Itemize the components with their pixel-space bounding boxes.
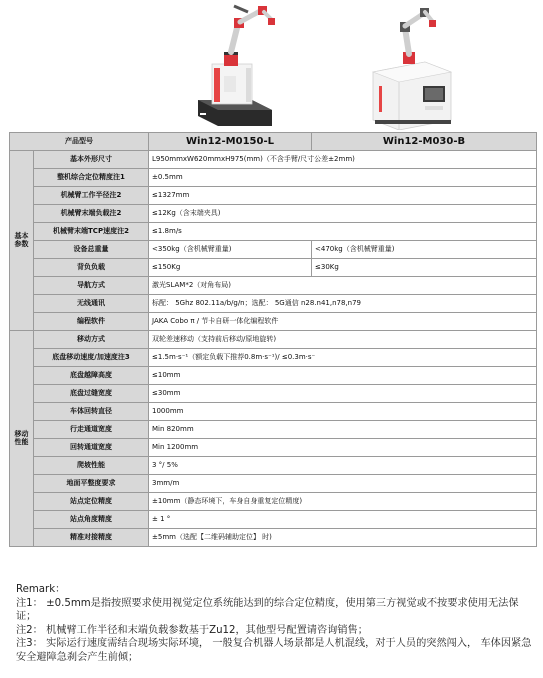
row-label: 整机综合定位精度注1	[34, 169, 149, 187]
row-value-model-2: ≤30Kg	[312, 259, 537, 277]
category-mobility: 移动性能	[10, 331, 34, 547]
row-value-model-2: <470kg（含机械臂重量)	[312, 241, 537, 259]
table-row	[10, 295, 537, 313]
table-row	[10, 169, 537, 187]
row-value: 3mm/m	[149, 475, 537, 493]
row-value: ≤1327mm	[149, 187, 537, 205]
row-value: 激光SLAM*2（对角布局)	[149, 277, 537, 295]
row-value: ≤12Kg（含末端夹具)	[149, 205, 537, 223]
row-value: 双轮差速移动（支持前后移动/原地旋转)	[149, 331, 537, 349]
mobile-manipulator-red-arm-icon	[190, 2, 280, 130]
row-value: 1000mm	[149, 403, 537, 421]
row-label: 基本外形尺寸	[34, 151, 149, 169]
row-value: ±10mm（静态环境下，车身自身重复定位精度)	[149, 493, 537, 511]
remark-note-3: 注3： 实际运行速度需结合现场实际环境， 一般复合机器人场景都是人机混线，对于人员的突然闯入， 车体因紧急安全避障急刹会产生前倾；	[16, 638, 532, 663]
row-label: 导航方式	[34, 277, 149, 295]
row-value: ≤1.8m/s	[149, 223, 537, 241]
table-row	[10, 511, 537, 529]
table-row	[10, 421, 537, 439]
table-row	[10, 187, 537, 205]
row-label: 爬坡性能	[34, 457, 149, 475]
row-label: 站点定位精度	[34, 493, 149, 511]
row-label: 无线通讯	[34, 295, 149, 313]
row-value: ≤30mm	[149, 385, 537, 403]
row-value: L950mmxW620mmxH975(mm)（不含手臂/尺寸公差±2mm)	[149, 151, 537, 169]
row-value: ≤1.5m·s⁻¹（额定负载下推荐0.8m·s⁻¹)/ ≤0.3m·s⁻	[149, 349, 537, 367]
row-label: 背负负载	[34, 259, 149, 277]
table-row	[10, 313, 537, 331]
row-label: 车体回转直径	[34, 403, 149, 421]
row-value: ± 1 °	[149, 511, 537, 529]
row-value: 3 °/ 5%	[149, 457, 537, 475]
row-label: 机械臂工作半径注2	[34, 187, 149, 205]
row-label: 移动方式	[34, 331, 149, 349]
remark-note-2: 注2： 机械臂工作半径和末端负载参数基于Zu12，其他型号配置请咨询销售；	[16, 624, 368, 636]
row-label: 站点角度精度	[34, 511, 149, 529]
row-label: 编程软件	[34, 313, 149, 331]
table-row	[10, 241, 537, 259]
category-basic-params: 基本参数	[10, 151, 34, 331]
remark-block	[16, 583, 538, 665]
table-row	[10, 403, 537, 421]
model-2-name: Win12-M030-B	[312, 133, 537, 151]
table-row	[10, 223, 537, 241]
table-row	[10, 205, 537, 223]
row-value-model-1: ≤150Kg	[149, 259, 312, 277]
table-row	[10, 475, 537, 493]
row-value: Min 1200mm	[149, 439, 537, 457]
table-row	[10, 151, 537, 169]
table-row	[10, 277, 537, 295]
remark-title: Remark：	[16, 584, 66, 595]
table-row	[10, 439, 537, 457]
table-row	[10, 367, 537, 385]
table-row	[10, 457, 537, 475]
table-row	[10, 385, 537, 403]
remark-note-1: 注1： ±0.5mm是指按照要求使用视觉定位系统能达到的综合定位精度，使用第三方视觉或不按要求使用无法保证；	[16, 597, 519, 623]
model-col-label: 产品型号	[10, 133, 149, 151]
row-value: JAKA Cobo π / 节卡自研一体化编程软件	[149, 313, 537, 331]
row-label: 底盘越障高度	[34, 367, 149, 385]
row-label: 机械臂末端TCP速度注2	[34, 223, 149, 241]
row-label: 行走通道宽度	[34, 421, 149, 439]
table-row	[10, 493, 537, 511]
mobile-manipulator-enclosed-icon	[365, 2, 455, 130]
spec-table	[9, 132, 537, 547]
table-row	[10, 349, 537, 367]
row-value: ≤10mm	[149, 367, 537, 385]
product-images	[0, 0, 543, 132]
model-1-name: Win12-M0150-L	[149, 133, 312, 151]
row-value: Min 820mm	[149, 421, 537, 439]
row-value-model-1: <350kg（含机械臂重量)	[149, 241, 312, 259]
table-row	[10, 259, 537, 277]
row-value: 标配： 5Ghz 802.11a/b/g/n；选配： 5G通信 n28.n41,n78,n79	[149, 295, 537, 313]
row-label: 底盘移动速度/加速度注3	[34, 349, 149, 367]
row-label: 地面平整度要求	[34, 475, 149, 493]
row-label: 设备总重量	[34, 241, 149, 259]
row-value: ±0.5mm	[149, 169, 537, 187]
table-row	[10, 529, 537, 547]
row-label: 回转通道宽度	[34, 439, 149, 457]
row-value: ±5mm（选配【二维码辅助定位】 时)	[149, 529, 537, 547]
row-label: 精准对接精度	[34, 529, 149, 547]
header-row	[10, 133, 537, 151]
row-label: 机械臂末端负载注2	[34, 205, 149, 223]
row-label: 底盘过缝宽度	[34, 385, 149, 403]
table-row	[10, 331, 537, 349]
